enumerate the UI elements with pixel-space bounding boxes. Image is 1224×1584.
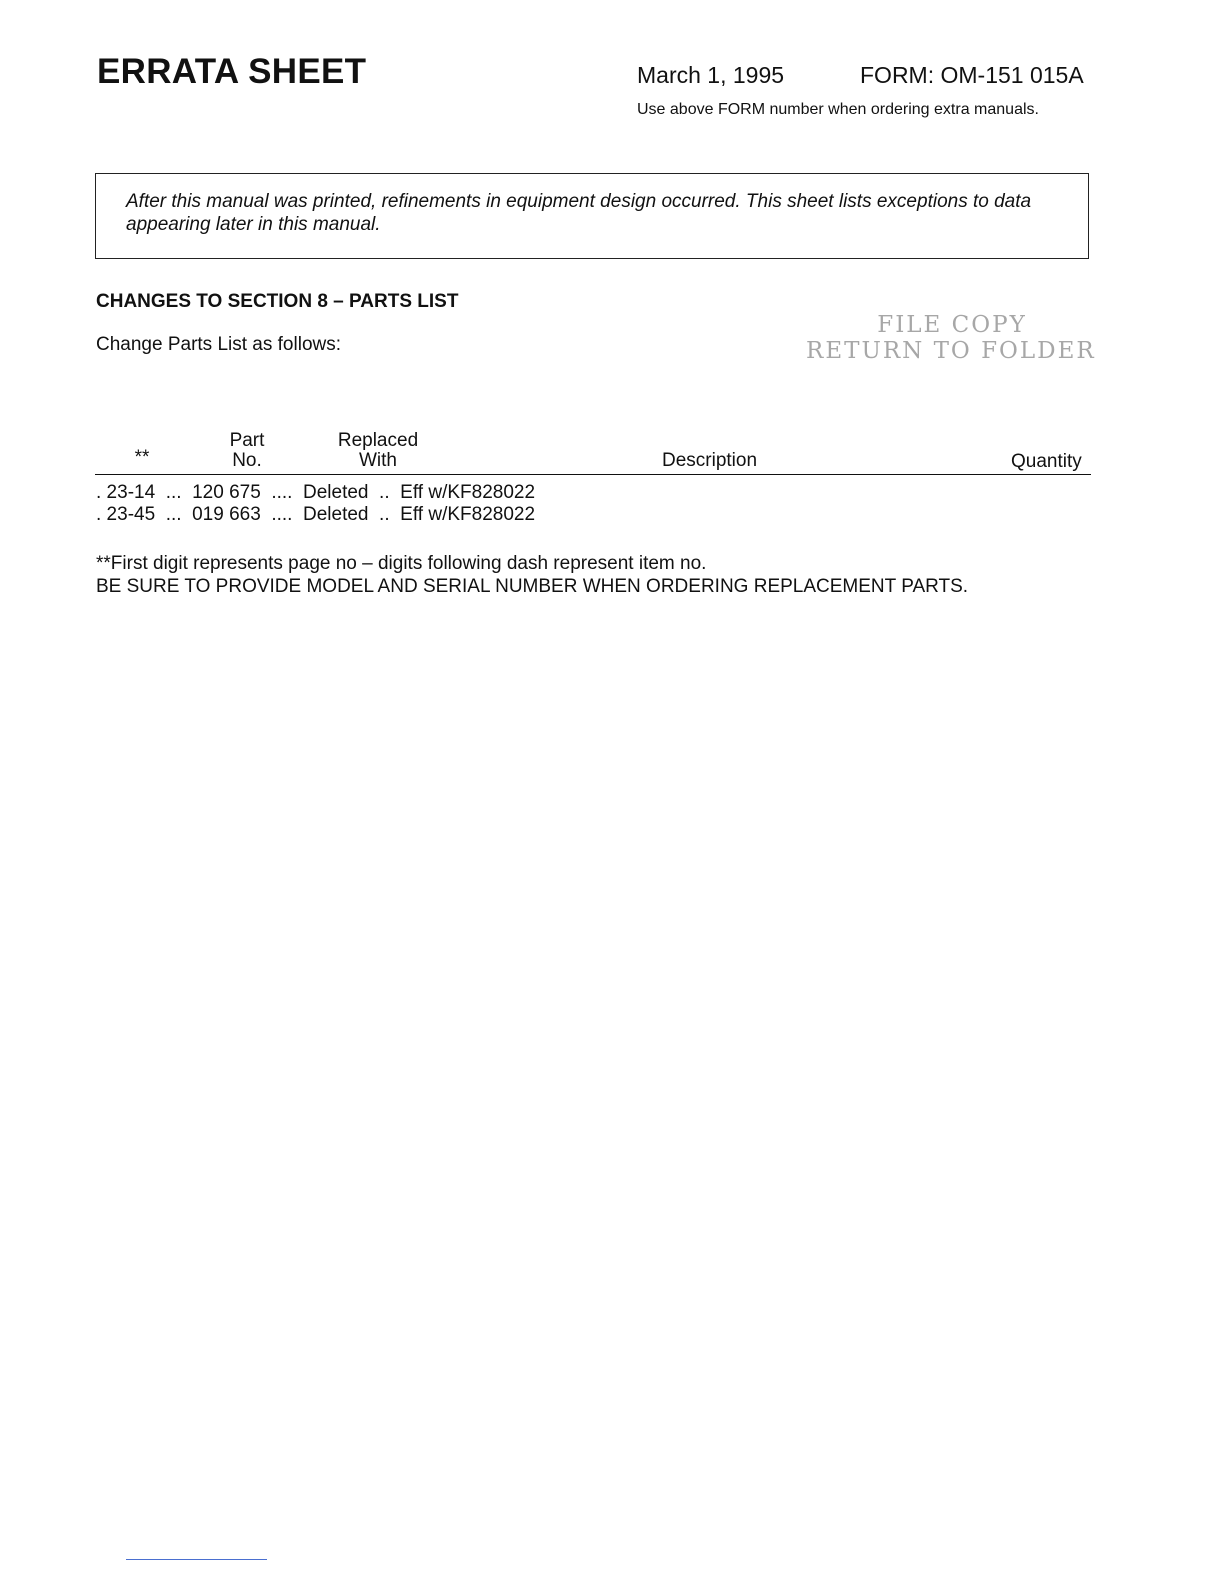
column-header-part-no [210, 431, 284, 471]
notice-box [95, 173, 1089, 259]
file-copy-stamp [806, 312, 1096, 364]
stamp-line-2: RETURN TO FOLDER [806, 338, 1096, 364]
footnote-line-1: **First digit represents page no – digits following dash represent item no. [96, 553, 707, 574]
column-header-replaced-with [330, 431, 426, 471]
column-header-part-bottom: No. [232, 450, 262, 471]
notice-text: After this manual was printed, refinements in equipment design occurred. This sheet lists exceptions to data appearing later in this manual. [126, 191, 1032, 235]
column-header-replaced-top: Replaced [337, 430, 419, 451]
footnote [96, 552, 968, 598]
column-header-part-top: Part [229, 430, 265, 451]
table-row: . 23-14 ... 120 675 .... Deleted .. Eff w/KF828022 [96, 482, 536, 503]
column-header-quantity: Quantity [1011, 451, 1082, 472]
section-intro: Change Parts List as follows: [96, 334, 342, 355]
footnote-line-2: BE SURE TO PROVIDE MODEL AND SERIAL NUMBER WHEN ORDERING REPLACEMENT PARTS. [96, 576, 969, 597]
column-header-replaced-bottom: With [359, 450, 397, 471]
form-note: Use above FORM number when ordering extra manuals. [637, 101, 1039, 118]
column-header-ref: ** [134, 447, 150, 468]
bottom-rule [126, 1559, 267, 1560]
section-heading: CHANGES TO SECTION 8 – PARTS LIST [96, 291, 459, 312]
stamp-line-1: FILE COPY [877, 312, 1027, 338]
table-row: . 23-45 ... 019 663 .... Deleted .. Eff w/KF828022 [96, 504, 536, 525]
column-header-description: Description [662, 450, 758, 471]
document-date: March 1, 1995 [637, 62, 785, 88]
form-number: FORM: OM-151 015A [860, 62, 1084, 88]
table-header-rule [95, 474, 1091, 475]
page-title: ERRATA SHEET [97, 52, 367, 91]
